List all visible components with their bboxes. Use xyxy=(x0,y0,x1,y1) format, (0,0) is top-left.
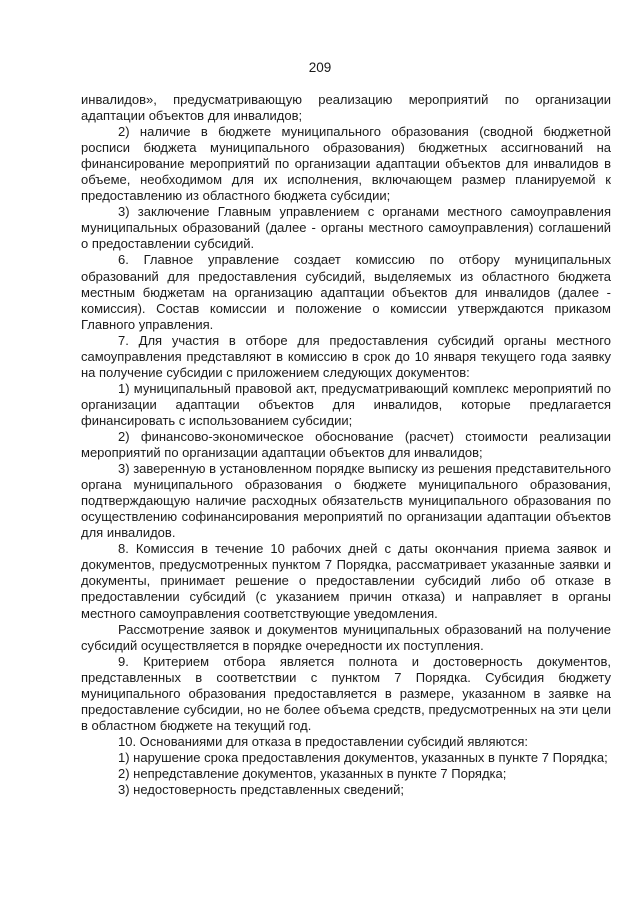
paragraph-item-7-1: 1) муниципальный правовой акт, предусматривающий комплекс мероприятий по организации адаптации объектов для инвалидов, которые предлагается финансировать с использованием субсидии; xyxy=(81,380,611,428)
paragraph-clause-7: 7. Для участия в отборе для предоставления субсидий органы местного самоуправления представляют в комиссию в срок до 10 января текущего года заявку на получение субсидии с приложением следующих документов: xyxy=(81,332,611,380)
paragraph-clause-6: 6. Главное управление создает комиссию по отбору муниципальных образований для предоставления субсидий, выделяемых из областного бюджета местным бюджетам на организацию адаптации объектов для инвалидов (далее - комиссия). Состав комиссии и положение о комиссии утверждаются приказом Главного управления. xyxy=(81,252,611,332)
paragraph-clause-8: 8. Комиссия в течение 10 рабочих дней с даты окончания приема заявок и документов, предусмотренных пунктом 7 Порядка, рассматривает указанные заявки и документы, принимает решение о предоставлении субсидий либо об отказе в предоставлении субсидий (с указанием причин отказа) и направляет в органы местного самоуправления соответствующие уведомления. xyxy=(81,541,611,621)
paragraph-item-7-2: 2) финансово-экономическое обоснование (расчет) стоимости реализации мероприятий по организации адаптации объектов для инвалидов; xyxy=(81,428,611,461)
page-number: 209 xyxy=(308,60,332,75)
paragraph-item-7-3: 3) заверенную в установленном порядке выписку из решения представительного органа муниципального образования о бюджете муниципального образования, подтверждающую наличие расходных обязательств муниципального образования по осуществлению софинансирования мероприятий по организации адаптации объектов для инвалидов. xyxy=(81,461,611,541)
paragraph-item-10-2: 2) непредставление документов, указанных в пункте 7 Порядка; xyxy=(118,765,507,781)
paragraph-item-5-2: 2) наличие в бюджете муниципального образования (сводной бюджетной росписи бюджета муниципального образования) бюджетных ассигнований на финансирование мероприятий по организации адаптации объектов для инвалидов в объеме, необходимом для их исполнения, включающем размер планируемой к предоставлению из областного бюджета субсидии; xyxy=(81,124,611,204)
paragraph-clause-9: 9. Критерием отбора является полнота и достоверность документов, представленных в соответствии с пунктом 7 Порядка. Субсидия бюджету муниципального образования предоставляется в размере, указанном в заявке на предоставление субсидии, но не более объема средств, предусмотренных на эти цели в областном бюджете на текущий год. xyxy=(81,653,611,733)
document-body xyxy=(81,92,611,798)
paragraph-item-10-1: 1) нарушение срока предоставления документов, указанных в пункте 7 Порядка; xyxy=(118,749,608,765)
paragraph-clause-10: 10. Основаниями для отказа в предоставлении субсидий являются: xyxy=(118,733,529,749)
paragraph-item-10-3: 3) недостоверность представленных сведений; xyxy=(118,782,405,798)
paragraph-continuation: инвалидов», предусматривающую реализацию мероприятий по организации адаптации объектов для инвалидов; xyxy=(81,92,611,124)
paragraph-clause-8-review: Рассмотрение заявок и документов муниципальных образований на получение субсидий осуществляется в порядке очередности их поступления. xyxy=(81,621,611,653)
paragraph-item-5-3: 3) заключение Главным управлением с органами местного самоуправления муниципальных образований (далее - органы местного самоуправления) соглашений о предоставлении субсидий. xyxy=(81,204,611,252)
